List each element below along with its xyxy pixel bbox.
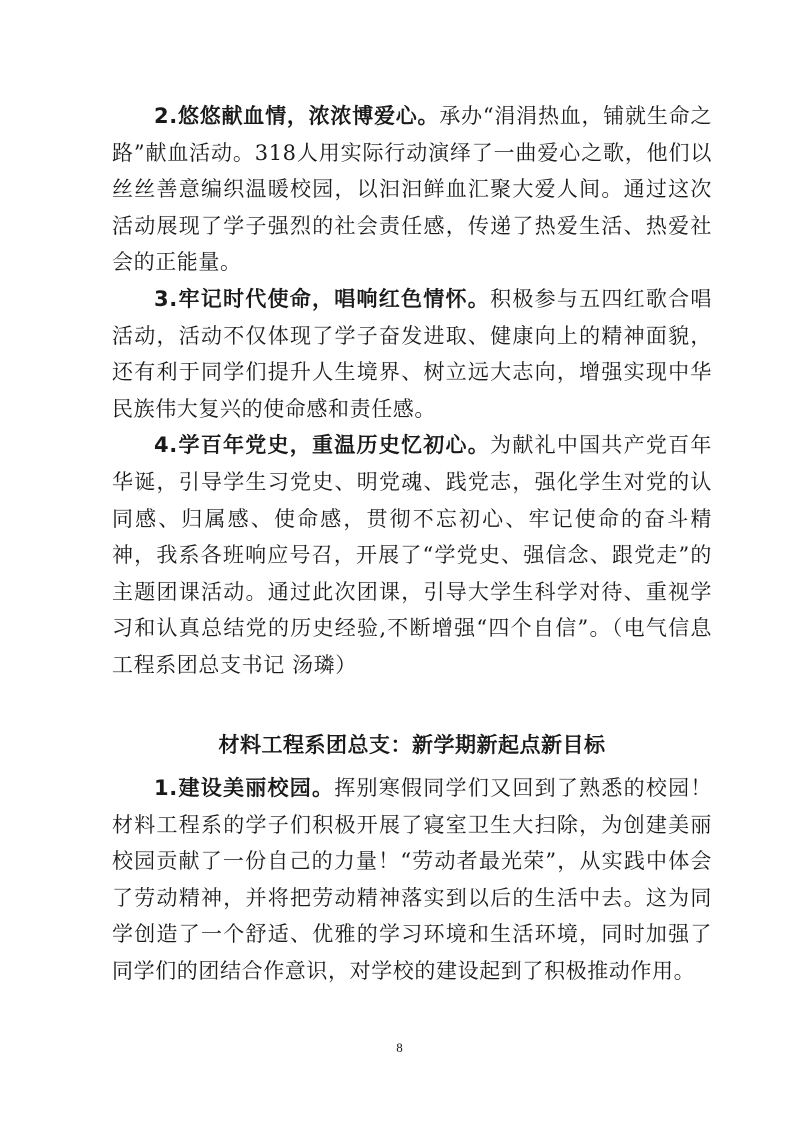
paragraph-body: 承办“涓涓热血，铺就生命之路”献血活动。318人用实际行动演绎了一曲爱心之歌，他们以丝丝善意编织温暖校园，以汩汩鲜血汇聚大爱人间。通过这次活动展现了学子强烈的社会责任感，传递了热爱生活、热爱社会的正能量。 xyxy=(112,104,712,275)
lower-content xyxy=(112,770,712,990)
upper-content xyxy=(112,98,712,684)
paragraph-heading: 3.牢记时代使命，唱响红色情怀。 xyxy=(154,286,491,311)
paragraph-body: 为献礼中国共产党百年华诞，引导学生习党史、明党魂、践党志，强化学生对党的认同感、归属感、使命感，贯彻不忘初心、牢记使命的奋斗精神，我系各班响应号召，开展了“学党史、强信念、跟党走”的主题团课活动。通过此次团课，引导大学生科学对待、重视学习和认真总结党的历史经验,不断增强“四个自信”。（电气信息工程系团总支书记 汤璘） xyxy=(112,433,712,677)
paragraph-red-song xyxy=(112,281,712,427)
paragraph-beautiful-campus xyxy=(112,770,712,990)
paragraph-body: 积极参与五四红歌合唱活动，活动不仅体现了学子奋发进取、健康向上的精神面貌，还有利于同学们提升人生境界、树立远大志向，增强实现中华民族伟大复兴的使命感和责任感。 xyxy=(112,286,712,421)
paragraph-body: 挥别寒假同学们又回到了熟悉的校园！材料工程系的学子们积极开展了寝室卫生大扫除，为创建美丽校园贡献了一份自己的力量！“劳动者最光荣”，从实践中体会了劳动精神，并将把劳动精神落实到以后的生活中去。这为同学创造了一个舒适、优雅的学习环境和生活环境，同时加强了同学们的团结合作意识，对学校的建设起到了积极推动作用。 xyxy=(112,776,712,983)
paragraph-party-history xyxy=(112,427,712,683)
paragraph-blood-donation xyxy=(112,98,712,281)
paragraph-heading: 1.建设美丽校园。 xyxy=(154,776,335,800)
paragraph-heading: 2.悠悠献血情，浓浓博爱心。 xyxy=(154,104,440,128)
section-title: 材料工程系团总支：新学期新起点新目标 xyxy=(218,733,606,757)
paragraph-heading: 4.学百年党史，重温历史忆初心。 xyxy=(154,433,491,458)
page-number: 8 xyxy=(396,1040,403,1055)
